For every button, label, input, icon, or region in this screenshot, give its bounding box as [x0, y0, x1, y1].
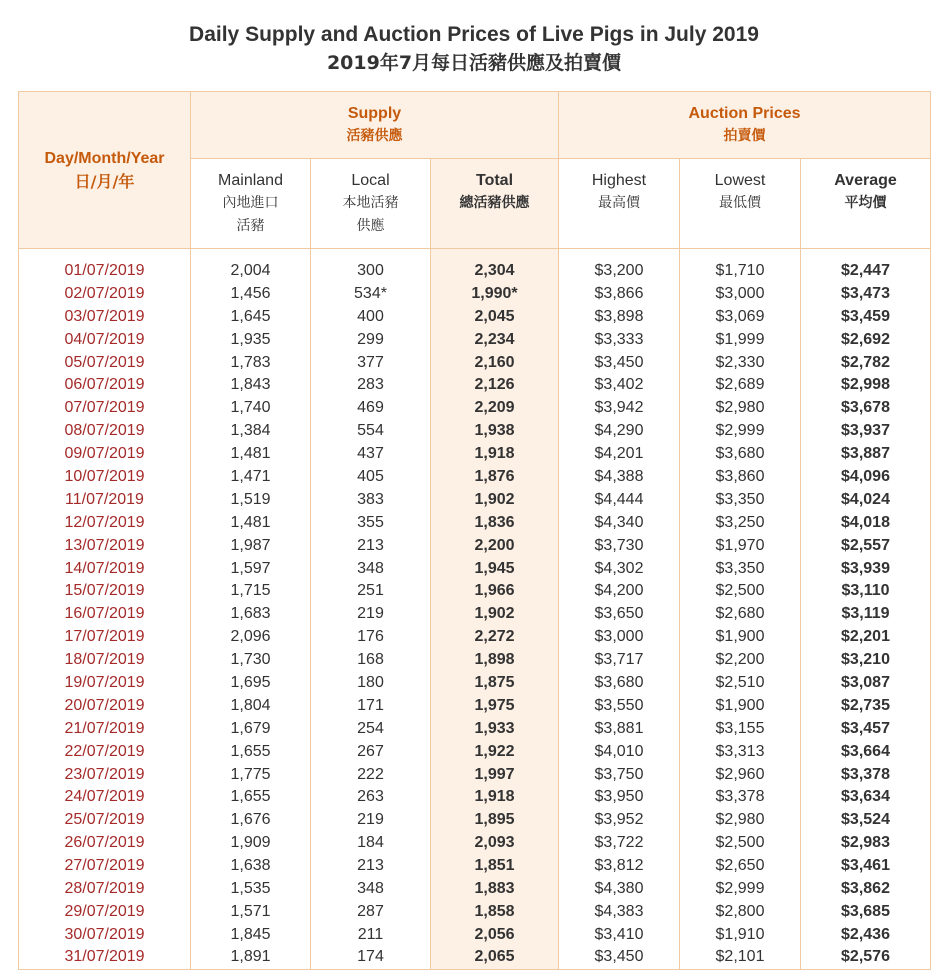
- date-cell: 30/07/2019: [19, 923, 191, 946]
- spacer-cell: [311, 249, 431, 260]
- average-cell: $3,378: [801, 763, 931, 786]
- header-highest-en: Highest: [591, 172, 647, 189]
- date-cell: 17/07/2019: [19, 626, 191, 649]
- mainland-cell: 1,783: [191, 351, 311, 374]
- header-auction-zh: 拍賣價: [723, 128, 766, 144]
- header-total: [431, 159, 559, 249]
- header-highest: [559, 159, 680, 249]
- header-lowest: [680, 159, 801, 249]
- average-cell: $2,201: [801, 626, 931, 649]
- total-cell: 1,990*: [431, 282, 559, 305]
- lowest-cell: $1,910: [680, 923, 801, 946]
- table-row: [19, 832, 931, 855]
- average-cell: $3,524: [801, 809, 931, 832]
- header-supply-en: Supply: [347, 105, 402, 122]
- lowest-cell: $3,350: [680, 557, 801, 580]
- lowest-cell: $2,999: [680, 878, 801, 901]
- mainland-cell: 2,096: [191, 626, 311, 649]
- date-cell: 14/07/2019: [19, 557, 191, 580]
- local-cell: 377: [311, 351, 431, 374]
- lowest-cell: $2,689: [680, 374, 801, 397]
- total-cell: 2,272: [431, 626, 559, 649]
- table-row: [19, 557, 931, 580]
- mainland-cell: 1,740: [191, 397, 311, 420]
- header-supply: [191, 92, 559, 159]
- highest-cell: $3,450: [559, 946, 680, 969]
- mainland-cell: 2,004: [191, 260, 311, 283]
- local-cell: 300: [311, 260, 431, 283]
- highest-cell: $4,388: [559, 466, 680, 489]
- header-date: [19, 92, 191, 249]
- mainland-cell: 1,715: [191, 580, 311, 603]
- average-cell: $2,735: [801, 694, 931, 717]
- table-row: [19, 717, 931, 740]
- mainland-cell: 1,571: [191, 900, 311, 923]
- local-cell: 211: [311, 923, 431, 946]
- average-cell: $2,447: [801, 260, 931, 283]
- total-cell: 2,093: [431, 832, 559, 855]
- header-supply-zh: 活豬供應: [346, 128, 403, 144]
- highest-cell: $3,450: [559, 351, 680, 374]
- header-mainland: [191, 159, 311, 249]
- table-body: [19, 249, 931, 970]
- average-cell: $2,436: [801, 923, 931, 946]
- lowest-cell: $2,800: [680, 900, 801, 923]
- average-cell: $2,983: [801, 832, 931, 855]
- date-cell: 09/07/2019: [19, 443, 191, 466]
- local-cell: 176: [311, 626, 431, 649]
- lowest-cell: $2,960: [680, 763, 801, 786]
- total-cell: 1,933: [431, 717, 559, 740]
- local-cell: 400: [311, 305, 431, 328]
- date-cell: 21/07/2019: [19, 717, 191, 740]
- lowest-cell: $2,510: [680, 672, 801, 695]
- highest-cell: $3,000: [559, 626, 680, 649]
- lowest-cell: $3,155: [680, 717, 801, 740]
- date-cell: 07/07/2019: [19, 397, 191, 420]
- average-cell: $3,937: [801, 420, 931, 443]
- total-cell: 1,945: [431, 557, 559, 580]
- local-cell: 180: [311, 672, 431, 695]
- lowest-cell: $1,900: [680, 626, 801, 649]
- spacer-cell: [431, 249, 559, 260]
- header-lowest-zh: 最低價: [719, 195, 761, 211]
- highest-cell: $4,302: [559, 557, 680, 580]
- page-title-block: [0, 20, 948, 76]
- spacer-cell: [191, 249, 311, 260]
- highest-cell: $3,722: [559, 832, 680, 855]
- highest-cell: $3,730: [559, 534, 680, 557]
- date-cell: 19/07/2019: [19, 672, 191, 695]
- local-cell: 469: [311, 397, 431, 420]
- average-cell: $3,939: [801, 557, 931, 580]
- local-cell: 219: [311, 603, 431, 626]
- lowest-cell: $2,980: [680, 397, 801, 420]
- table-row: [19, 260, 931, 283]
- total-cell: 2,045: [431, 305, 559, 328]
- average-cell: $3,685: [801, 900, 931, 923]
- lowest-cell: $1,710: [680, 260, 801, 283]
- total-cell: 1,858: [431, 900, 559, 923]
- lowest-cell: $2,980: [680, 809, 801, 832]
- date-cell: 27/07/2019: [19, 855, 191, 878]
- date-cell: 01/07/2019: [19, 260, 191, 283]
- pig-supply-table: [18, 91, 931, 970]
- mainland-cell: 1,655: [191, 786, 311, 809]
- total-cell: 1,883: [431, 878, 559, 901]
- table-row: [19, 397, 931, 420]
- mainland-cell: 1,845: [191, 923, 311, 946]
- highest-cell: $3,410: [559, 923, 680, 946]
- highest-cell: $3,812: [559, 855, 680, 878]
- average-cell: $3,210: [801, 649, 931, 672]
- table-row: [19, 900, 931, 923]
- mainland-cell: 1,471: [191, 466, 311, 489]
- total-cell: 2,304: [431, 260, 559, 283]
- local-cell: 254: [311, 717, 431, 740]
- mainland-cell: 1,481: [191, 511, 311, 534]
- average-cell: $3,119: [801, 603, 931, 626]
- highest-cell: $3,898: [559, 305, 680, 328]
- lowest-cell: $3,250: [680, 511, 801, 534]
- average-cell: $3,461: [801, 855, 931, 878]
- table-row: [19, 786, 931, 809]
- highest-cell: $3,550: [559, 694, 680, 717]
- average-cell: $3,110: [801, 580, 931, 603]
- date-cell: 15/07/2019: [19, 580, 191, 603]
- lowest-cell: $3,313: [680, 740, 801, 763]
- lowest-cell: $3,350: [680, 488, 801, 511]
- table-row: [19, 443, 931, 466]
- average-cell: $3,087: [801, 672, 931, 695]
- total-cell: 1,902: [431, 603, 559, 626]
- average-cell: $2,782: [801, 351, 931, 374]
- date-cell: 25/07/2019: [19, 809, 191, 832]
- local-cell: 355: [311, 511, 431, 534]
- highest-cell: $4,380: [559, 878, 680, 901]
- table-row: [19, 740, 931, 763]
- lowest-cell: $3,680: [680, 443, 801, 466]
- local-cell: 267: [311, 740, 431, 763]
- table-row: [19, 282, 931, 305]
- local-cell: 383: [311, 488, 431, 511]
- mainland-cell: 1,597: [191, 557, 311, 580]
- date-cell: 24/07/2019: [19, 786, 191, 809]
- date-cell: 20/07/2019: [19, 694, 191, 717]
- date-cell: 08/07/2019: [19, 420, 191, 443]
- total-cell: 1,876: [431, 466, 559, 489]
- total-cell: 1,836: [431, 511, 559, 534]
- table-spacer-row: [19, 249, 931, 260]
- header-auction-en: Auction Prices: [688, 105, 801, 122]
- header-local-zh1: 本地活豬: [342, 195, 399, 211]
- total-cell: 2,200: [431, 534, 559, 557]
- lowest-cell: $3,378: [680, 786, 801, 809]
- local-cell: 348: [311, 557, 431, 580]
- local-cell: 405: [311, 466, 431, 489]
- lowest-cell: $1,999: [680, 328, 801, 351]
- mainland-cell: 1,655: [191, 740, 311, 763]
- highest-cell: $3,942: [559, 397, 680, 420]
- lowest-cell: $1,970: [680, 534, 801, 557]
- date-cell: 05/07/2019: [19, 351, 191, 374]
- average-cell: $4,024: [801, 488, 931, 511]
- date-cell: 04/07/2019: [19, 328, 191, 351]
- date-cell: 10/07/2019: [19, 466, 191, 489]
- lowest-cell: $2,650: [680, 855, 801, 878]
- average-cell: $3,678: [801, 397, 931, 420]
- average-cell: $3,459: [801, 305, 931, 328]
- mainland-cell: 1,695: [191, 672, 311, 695]
- table-row: [19, 923, 931, 946]
- local-cell: 222: [311, 763, 431, 786]
- total-cell: 2,209: [431, 397, 559, 420]
- total-cell: 1,902: [431, 488, 559, 511]
- table-row: [19, 672, 931, 695]
- average-cell: $3,473: [801, 282, 931, 305]
- average-cell: $2,557: [801, 534, 931, 557]
- table-row: [19, 763, 931, 786]
- mainland-cell: 1,679: [191, 717, 311, 740]
- total-cell: 2,065: [431, 946, 559, 969]
- mainland-cell: 1,987: [191, 534, 311, 557]
- mainland-cell: 1,535: [191, 878, 311, 901]
- lowest-cell: $2,999: [680, 420, 801, 443]
- mainland-cell: 1,638: [191, 855, 311, 878]
- highest-cell: $3,402: [559, 374, 680, 397]
- mainland-cell: 1,775: [191, 763, 311, 786]
- lowest-cell: $3,860: [680, 466, 801, 489]
- mainland-cell: 1,384: [191, 420, 311, 443]
- total-cell: 1,875: [431, 672, 559, 695]
- spacer-cell: [801, 249, 931, 260]
- date-cell: 28/07/2019: [19, 878, 191, 901]
- table-row: [19, 878, 931, 901]
- lowest-cell: $2,101: [680, 946, 801, 969]
- average-cell: $3,664: [801, 740, 931, 763]
- lowest-cell: $1,900: [680, 694, 801, 717]
- local-cell: 171: [311, 694, 431, 717]
- local-cell: 283: [311, 374, 431, 397]
- table-row: [19, 603, 931, 626]
- total-cell: 1,997: [431, 763, 559, 786]
- highest-cell: $4,444: [559, 488, 680, 511]
- header-local-en: Local: [351, 172, 390, 189]
- total-cell: 2,234: [431, 328, 559, 351]
- highest-cell: $3,952: [559, 809, 680, 832]
- highest-cell: $4,200: [559, 580, 680, 603]
- date-cell: 02/07/2019: [19, 282, 191, 305]
- table-row: [19, 511, 931, 534]
- header-lowest-en: Lowest: [714, 172, 766, 189]
- date-cell: 23/07/2019: [19, 763, 191, 786]
- table-row: [19, 351, 931, 374]
- header-mainland-en: Mainland: [218, 172, 283, 189]
- total-cell: 1,898: [431, 649, 559, 672]
- date-cell: 16/07/2019: [19, 603, 191, 626]
- local-cell: 554: [311, 420, 431, 443]
- table-row: [19, 420, 931, 443]
- table-row: [19, 809, 931, 832]
- date-cell: 06/07/2019: [19, 374, 191, 397]
- local-cell: 174: [311, 946, 431, 969]
- local-cell: 184: [311, 832, 431, 855]
- header-auction: [559, 92, 931, 159]
- header-average-en: Average: [834, 172, 897, 189]
- date-cell: 29/07/2019: [19, 900, 191, 923]
- highest-cell: $3,680: [559, 672, 680, 695]
- table-row: [19, 534, 931, 557]
- header-date-zh: 日/月/年: [74, 172, 135, 191]
- average-cell: $3,887: [801, 443, 931, 466]
- total-cell: 1,922: [431, 740, 559, 763]
- date-cell: 13/07/2019: [19, 534, 191, 557]
- average-cell: $3,634: [801, 786, 931, 809]
- spacer-cell: [680, 249, 801, 260]
- table-row: [19, 580, 931, 603]
- header-total-zh: 總活豬供應: [459, 195, 530, 211]
- table-row: [19, 855, 931, 878]
- header-local-zh2: 供應: [356, 218, 385, 234]
- date-cell: 03/07/2019: [19, 305, 191, 328]
- table-row: [19, 626, 931, 649]
- highest-cell: $3,717: [559, 649, 680, 672]
- local-cell: 287: [311, 900, 431, 923]
- lowest-cell: $3,069: [680, 305, 801, 328]
- mainland-cell: 1,935: [191, 328, 311, 351]
- highest-cell: $3,750: [559, 763, 680, 786]
- table-row: [19, 649, 931, 672]
- lowest-cell: $2,680: [680, 603, 801, 626]
- header-local: [311, 159, 431, 249]
- mainland-cell: 1,909: [191, 832, 311, 855]
- data-table-container: [18, 91, 930, 978]
- header-mainland-zh2: 活豬: [236, 218, 265, 234]
- highest-cell: $3,881: [559, 717, 680, 740]
- table-row: [19, 374, 931, 397]
- local-cell: 299: [311, 328, 431, 351]
- spacer-cell: [19, 249, 191, 260]
- page-subtitle: 2019年7月每日活豬供應及拍賣價: [326, 52, 622, 74]
- total-cell: 2,126: [431, 374, 559, 397]
- highest-cell: $4,340: [559, 511, 680, 534]
- date-cell: 22/07/2019: [19, 740, 191, 763]
- total-cell: 2,056: [431, 923, 559, 946]
- mainland-cell: 1,645: [191, 305, 311, 328]
- table-row: [19, 305, 931, 328]
- date-cell: 31/07/2019: [19, 946, 191, 969]
- highest-cell: $3,950: [559, 786, 680, 809]
- highest-cell: $3,200: [559, 260, 680, 283]
- header-date-en: Day/Month/Year: [44, 150, 165, 167]
- lowest-cell: $2,330: [680, 351, 801, 374]
- local-cell: 213: [311, 855, 431, 878]
- highest-cell: $4,383: [559, 900, 680, 923]
- mainland-cell: 1,891: [191, 946, 311, 969]
- mainland-cell: 1,456: [191, 282, 311, 305]
- highest-cell: $3,333: [559, 328, 680, 351]
- date-cell: 26/07/2019: [19, 832, 191, 855]
- total-cell: 2,160: [431, 351, 559, 374]
- lowest-cell: $2,500: [680, 832, 801, 855]
- highest-cell: $3,650: [559, 603, 680, 626]
- mainland-cell: 1,730: [191, 649, 311, 672]
- total-cell: 1,851: [431, 855, 559, 878]
- highest-cell: $4,201: [559, 443, 680, 466]
- header-total-en: Total: [475, 172, 514, 189]
- date-cell: 11/07/2019: [19, 488, 191, 511]
- average-cell: $2,576: [801, 946, 931, 969]
- header-average: [801, 159, 931, 249]
- mainland-cell: 1,683: [191, 603, 311, 626]
- table-row: [19, 488, 931, 511]
- mainland-cell: 1,804: [191, 694, 311, 717]
- average-cell: $3,862: [801, 878, 931, 901]
- lowest-cell: $2,200: [680, 649, 801, 672]
- header-average-zh: 平均價: [844, 195, 887, 211]
- total-cell: 1,938: [431, 420, 559, 443]
- table-row: [19, 466, 931, 489]
- page-title: Daily Supply and Auction Prices of Live Pigs in July 2019: [189, 23, 759, 46]
- average-cell: $2,692: [801, 328, 931, 351]
- local-cell: 168: [311, 649, 431, 672]
- local-cell: 534*: [311, 282, 431, 305]
- total-cell: 1,918: [431, 443, 559, 466]
- total-cell: 1,895: [431, 809, 559, 832]
- table-row: [19, 694, 931, 717]
- lowest-cell: $3,000: [680, 282, 801, 305]
- local-cell: 437: [311, 443, 431, 466]
- header-mainland-zh1: 內地進口: [222, 195, 279, 211]
- mainland-cell: 1,843: [191, 374, 311, 397]
- local-cell: 348: [311, 878, 431, 901]
- highest-cell: $4,290: [559, 420, 680, 443]
- date-cell: 18/07/2019: [19, 649, 191, 672]
- total-cell: 1,975: [431, 694, 559, 717]
- lowest-cell: $2,500: [680, 580, 801, 603]
- highest-cell: $4,010: [559, 740, 680, 763]
- mainland-cell: 1,519: [191, 488, 311, 511]
- table-row: [19, 328, 931, 351]
- local-cell: 219: [311, 809, 431, 832]
- mainland-cell: 1,481: [191, 443, 311, 466]
- table-row: [19, 946, 931, 969]
- highest-cell: $3,866: [559, 282, 680, 305]
- average-cell: $4,018: [801, 511, 931, 534]
- average-cell: $2,998: [801, 374, 931, 397]
- header-highest-zh: 最高價: [598, 195, 640, 211]
- local-cell: 213: [311, 534, 431, 557]
- total-cell: 1,918: [431, 786, 559, 809]
- average-cell: $3,457: [801, 717, 931, 740]
- total-cell: 1,966: [431, 580, 559, 603]
- local-cell: 251: [311, 580, 431, 603]
- average-cell: $4,096: [801, 466, 931, 489]
- mainland-cell: 1,676: [191, 809, 311, 832]
- date-cell: 12/07/2019: [19, 511, 191, 534]
- local-cell: 263: [311, 786, 431, 809]
- spacer-cell: [559, 249, 680, 260]
